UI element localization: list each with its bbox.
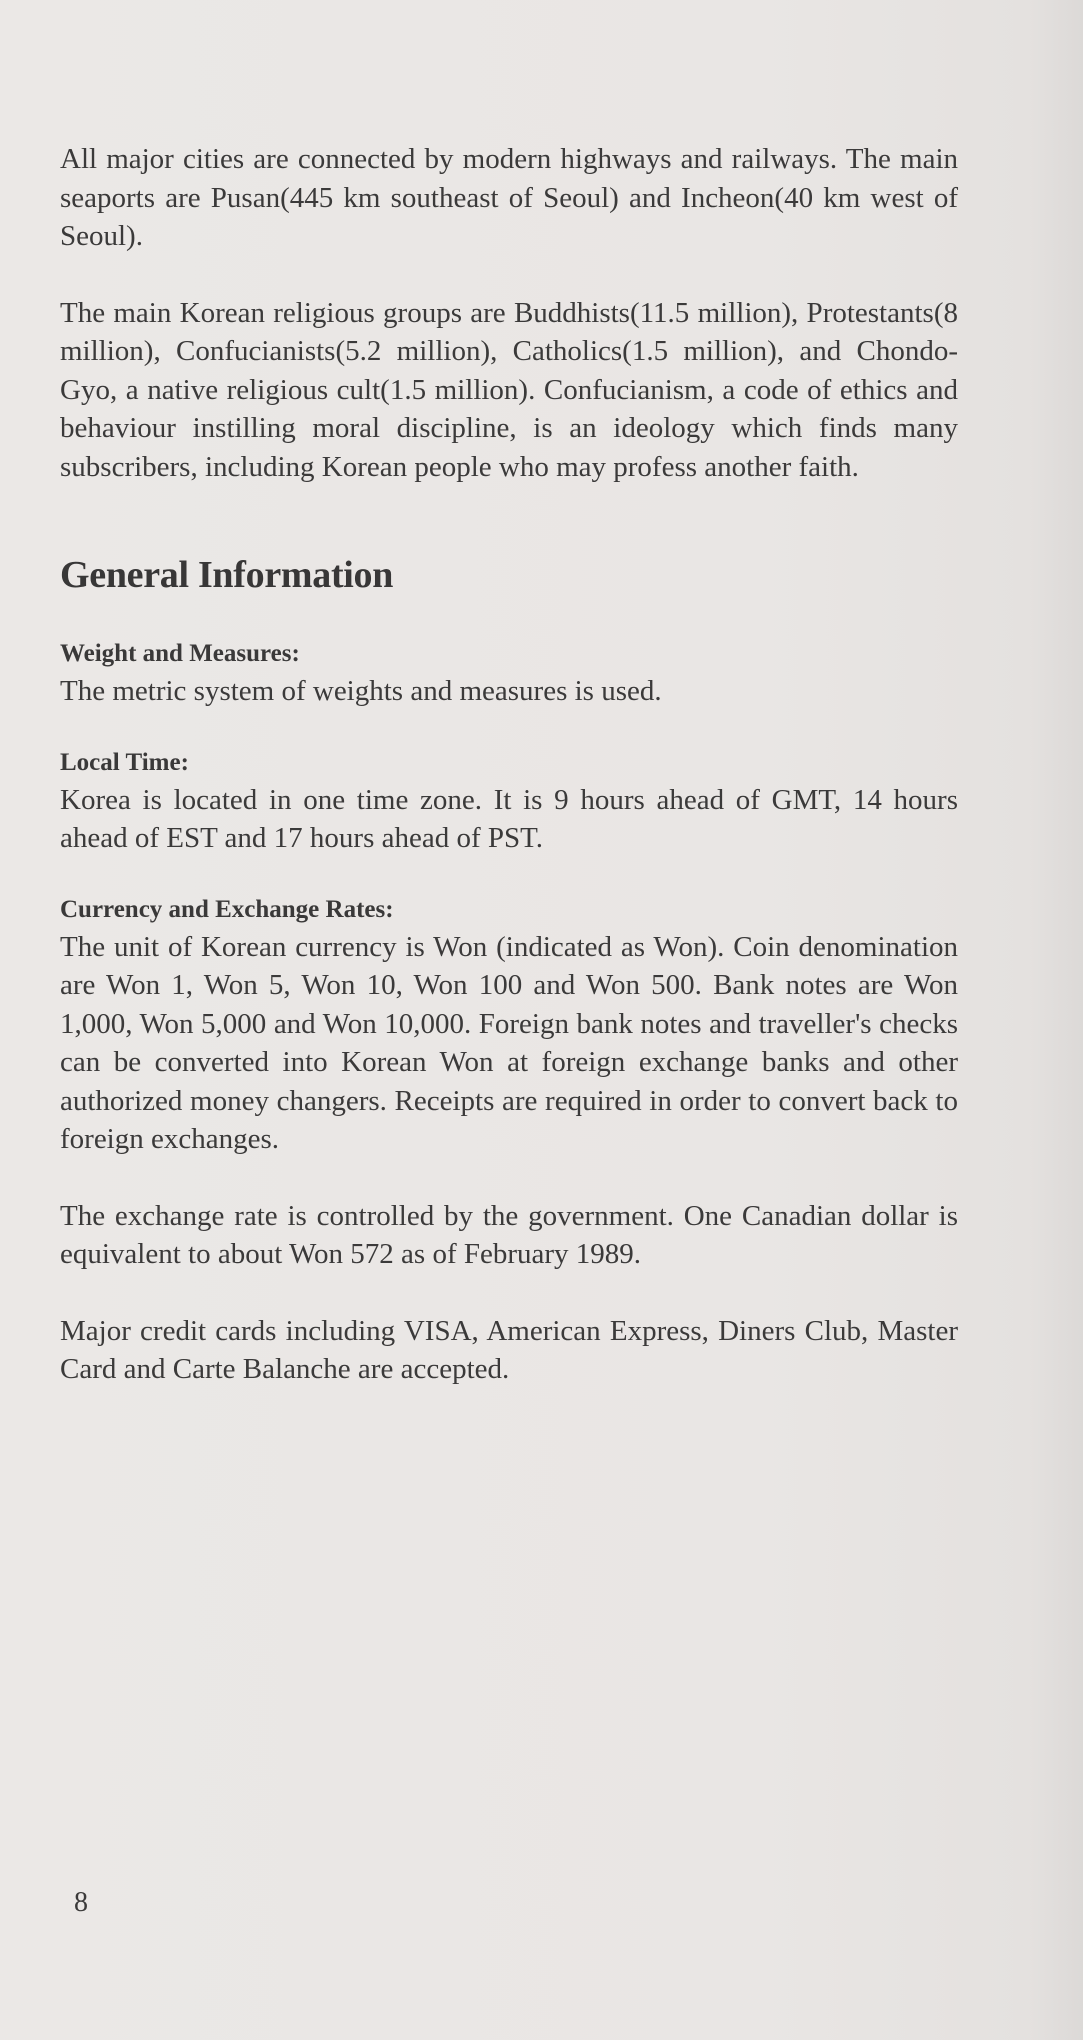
page-content xyxy=(60,140,958,1389)
weights-section xyxy=(60,636,958,711)
transport-paragraph: All major cities are connected by modern highways and railways. The main seaports are Pusan(445 km southeast of Seoul) and Incheon(40 km west of Seoul). xyxy=(60,143,958,252)
weights-heading: Weight and Measures: xyxy=(60,640,300,667)
section-heading-general-information: General Information xyxy=(60,554,394,596)
currency-section xyxy=(60,892,958,1389)
local-time-paragraph: Korea is located in one time zone. It is 9 hours ahead of GMT, 14 hours ahead of EST and 17 hours ahead of PST. xyxy=(60,783,958,854)
exchange-rate-paragraph: The exchange rate is controlled by the government. One Canadian dollar is equivalent to about Won 572 as of February 1989. xyxy=(60,1199,958,1270)
local-time-heading: Local Time: xyxy=(60,748,189,776)
credit-cards-paragraph: Major credit cards including VISA, American Express, Diners Club, Master Card and Carte Balanche are accepted. xyxy=(60,1314,958,1385)
local-time-section xyxy=(60,745,958,858)
currency-heading: Currency and Exchange Rates: xyxy=(60,895,394,923)
page-number: 8 xyxy=(74,1887,88,1918)
religion-paragraph: The main Korean religious groups are Buddhists(11.5 million), Protestants(8 million), Confucianists(5.2 million), Catholics(1.5 million), and Chondo-Gyo, a native religious cult(1.5 million). Confucianism, a code of ethics and behaviour instilling moral discipline, is an ideology which finds many subscribers, including Korean people who may profess another faith. xyxy=(60,296,958,483)
currency-paragraph: The unit of Korean currency is Won (indicated as Won). Coin denomination are Won 1, Won 5, Won 10, Won 100 and Won 500. Bank notes are Won 1,000, Won 5,000 and Won 10,000. Foreign bank notes and traveller's checks can be converted into Korean Won at foreign exchange banks and other authorized money changers. Receipts are required in order to convert back to foreign exchanges. xyxy=(60,930,958,1155)
weights-paragraph: The metric system of weights and measures is used. xyxy=(60,675,662,707)
